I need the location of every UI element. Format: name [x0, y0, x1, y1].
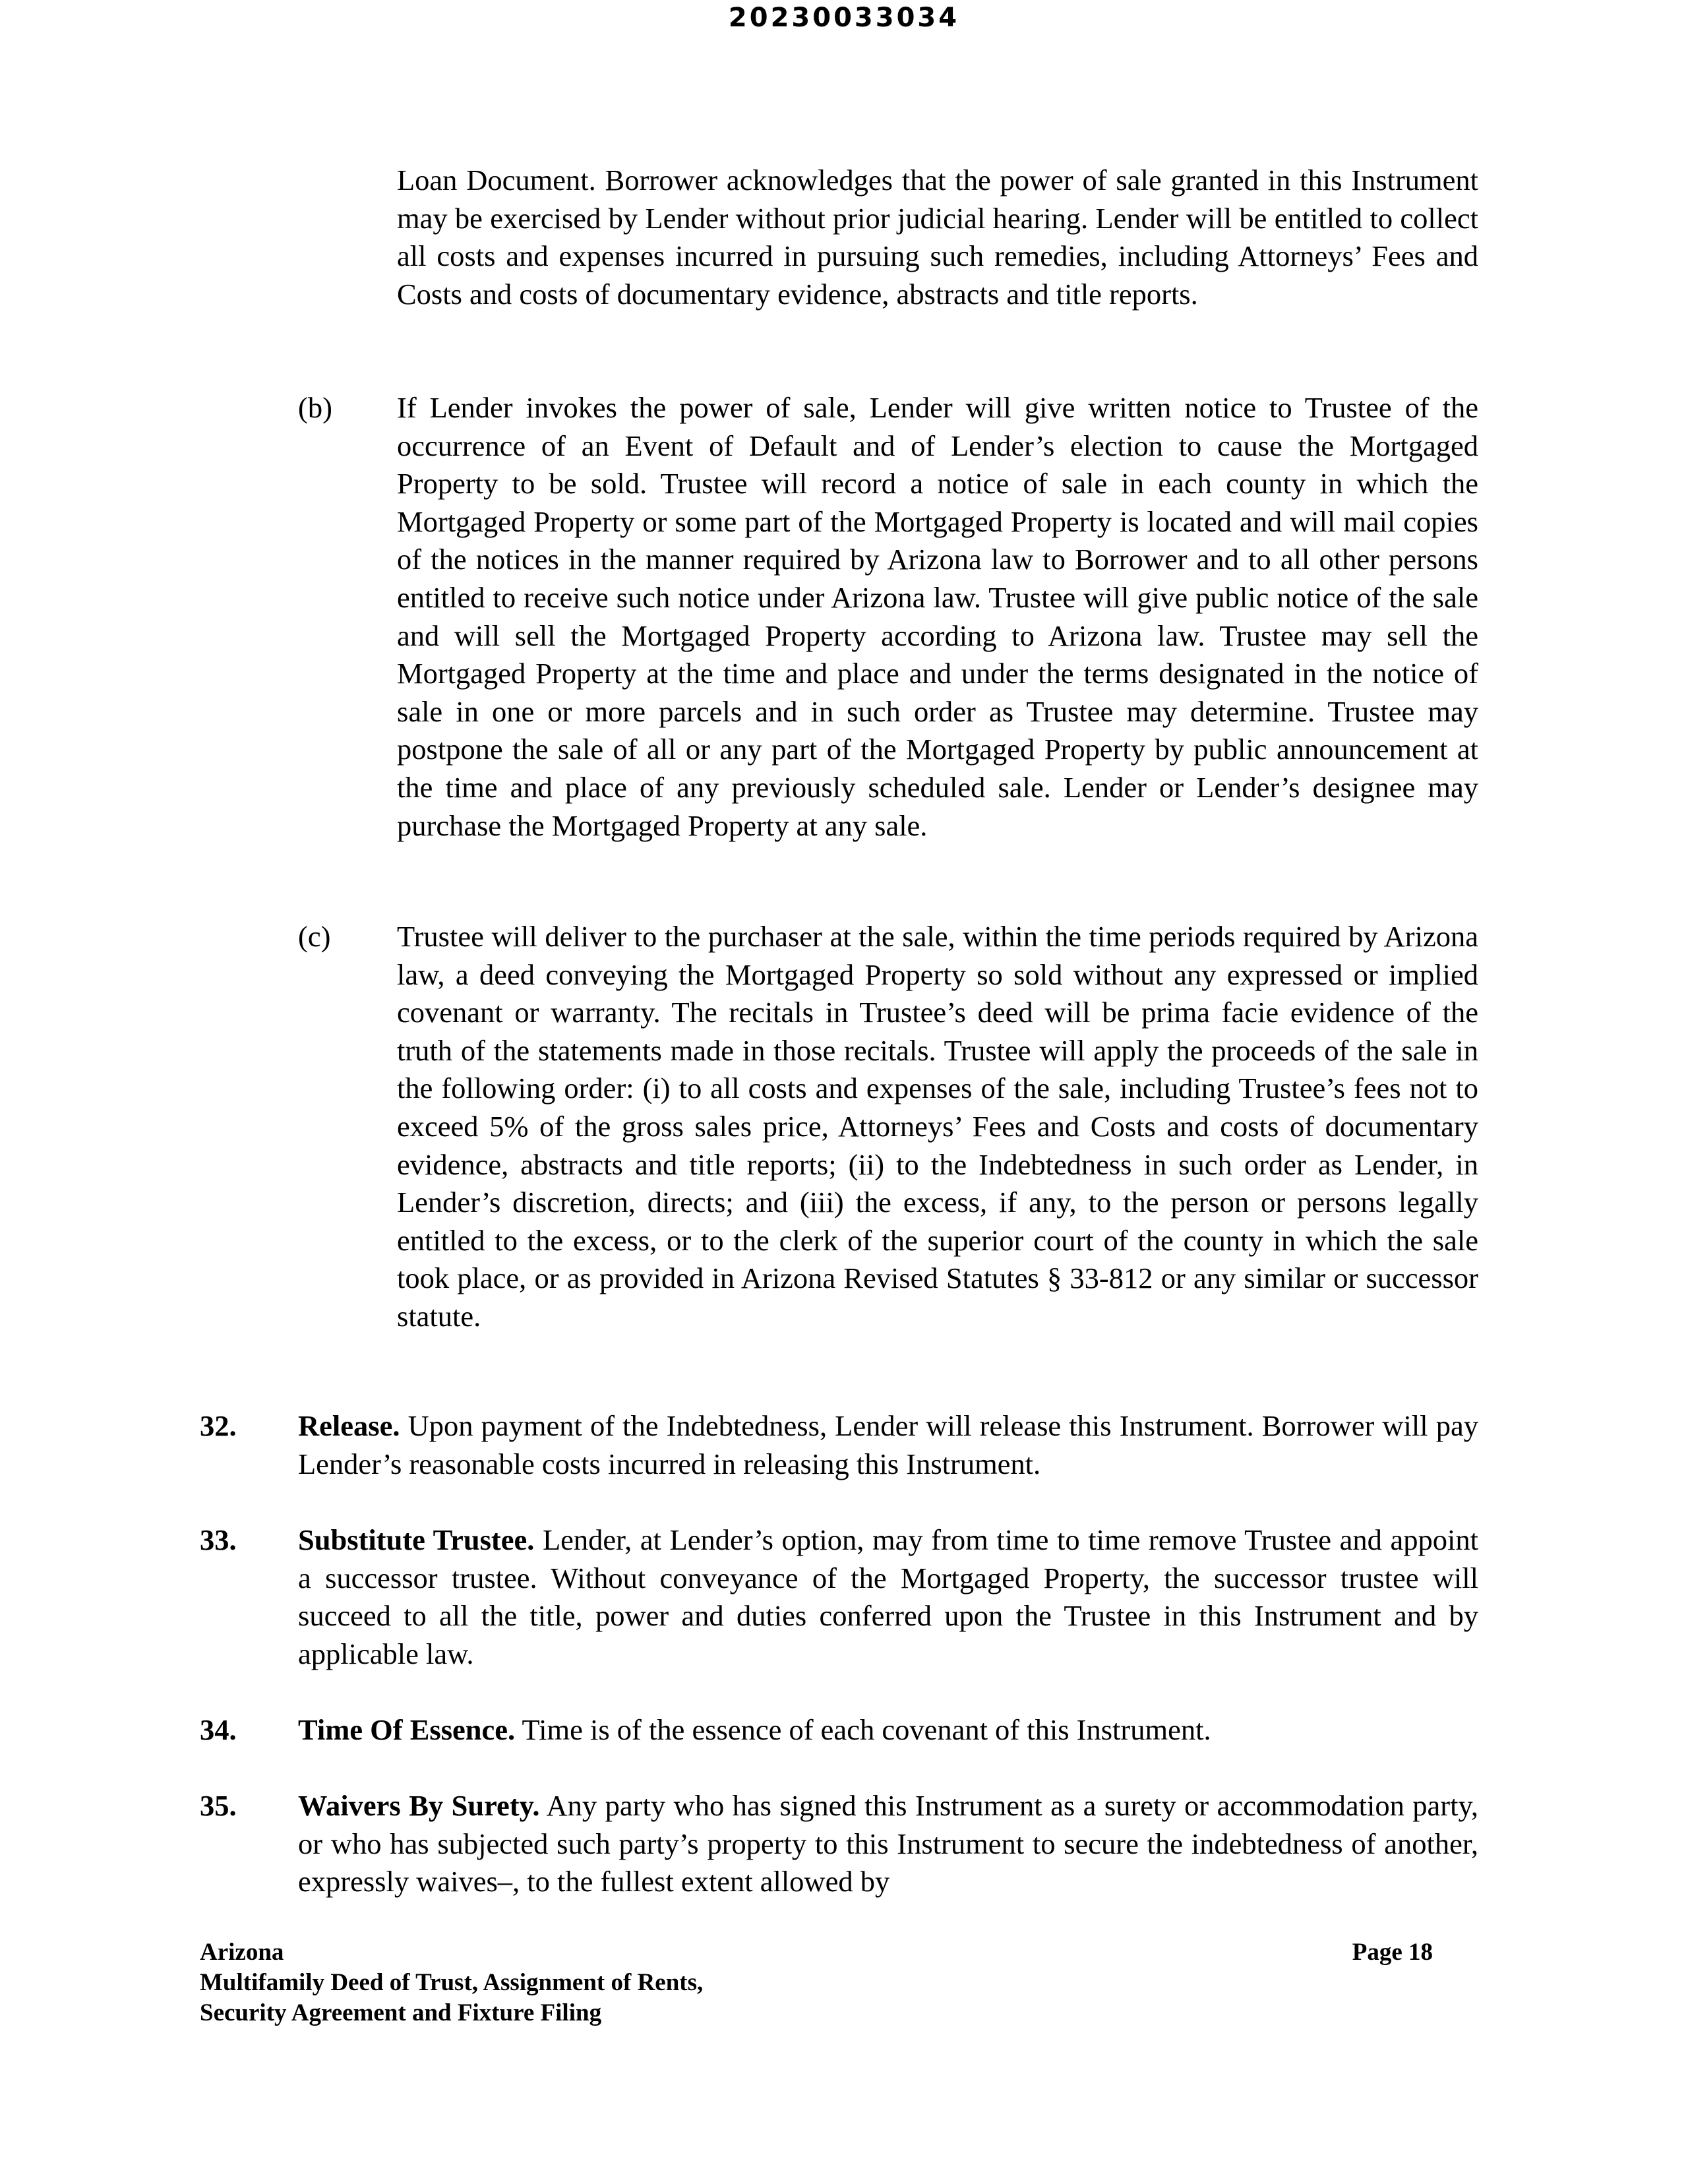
- section-32-text: Upon payment of the Indebtedness, Lender will release this Instrument. Borrower will pay Lender’s reasonable costs incurred in releasing this Instrument.: [298, 1409, 1479, 1480]
- section-35-title: Waivers By Surety.: [298, 1789, 540, 1822]
- section-33-text: Lender, at Lender’s option, may from time to time remove Trustee and appoint a successor trustee. Without conveyance of the Mortgaged Property, the successor trustee will succeed to all the title, power and duties conferred upon the Trustee in this Instrument and by applicable law.: [298, 1523, 1478, 1670]
- subsection-b-text: If Lender invokes the power of sale, Lender will give written notice to Trustee of the occurrence of an Event of Default and of Lender’s election to cause the Mortgaged Property to be sold. Trustee will record a notice of sale in each county in which the Mortgaged Property or some part of the Mortgaged Property is located and will mail copies of the notices in the manner required by Arizona law to Borrower and to all other persons entitled to receive such notice under Arizona law. Trustee will give public notice of the sale and will sell the Mortgaged Property according to Arizona law. Trustee may sell the Mortgaged Property at the time and place and under the terms designated in the notice of sale in one or more parcels and in such order as Trustee may determine. Trustee may postpone the sale of all or any part of the Mortgaged Property by public announcement at the time and place of any previously scheduled sale. Lender or Lender’s designee may purchase the Mortgaged Property at any sale.: [397, 391, 1478, 842]
- section-34: [298, 1711, 1478, 1749]
- section-34-text: Time is of the essence of each covenant of this Instrument.: [522, 1713, 1211, 1746]
- subsection-b-marker: (b): [298, 391, 332, 424]
- subsection-c-text: Trustee will deliver to the purchaser at the sale, within the time periods required by Arizona law, a deed conveying the Mortgaged Property so sold without any expressed or implied covenant or warranty. The recitals in Trustee’s deed will be prima facie evidence of the truth of the statements made in those recitals. Trustee will apply the proceeds of the sale in the following order: (i) to all costs and expenses of the sale, including Trustee’s fees not to exceed 5% of the gross sales price, Attorneys’ Fees and Costs and costs of documentary evidence, abstracts and title reports; (ii) to the Indebtedness in such order as Lender, in Lender’s discretion, directs; and (iii) the excess, if any, to the person or persons legally entitled to the excess, or to the clerk of the superior court of the county in which the sale took place, or as provided in Arizona Revised Statutes § 33-812 or any similar or successor statute.: [397, 920, 1478, 1333]
- section-35-number: 35.: [200, 1789, 237, 1822]
- section-32-number: 32.: [200, 1409, 237, 1442]
- footer-line-3: Security Agreement and Fixture Filing: [200, 1999, 602, 2026]
- document-number: 20230033034: [728, 3, 960, 33]
- footer-document-title: [200, 1937, 703, 2028]
- subsection-c-marker: (c): [298, 920, 331, 953]
- section-34-title: Time Of Essence.: [298, 1713, 516, 1746]
- section-34-number: 34.: [200, 1713, 237, 1746]
- footer-line-2: Multifamily Deed of Trust, Assignment of Rents,: [200, 1969, 704, 1996]
- section-35: [298, 1787, 1478, 1901]
- section-33-title: Substitute Trustee.: [298, 1523, 535, 1556]
- lead-paragraph: Loan Document. Borrower acknowledges that the power of sale granted in this Instrument may be exercised by Lender without prior judicial hearing. Lender will be entitled to collect all costs and expenses incurred in pursuing such remedies, including Attorneys’ Fees and Costs and costs of documentary evidence, abstracts and title reports.: [397, 164, 1478, 311]
- page-number: Page 18: [1352, 1939, 1433, 1966]
- section-35-text: Any party who has signed this Instrument as a surety or accommodation party, or who has subjected such party’s property to this Instrument to secure the indebtedness of another, expressly waives–, to the fullest extent allowed by: [298, 1789, 1478, 1898]
- footer-state: Arizona: [200, 1939, 284, 1966]
- section-32: [298, 1407, 1478, 1483]
- section-32-title: Release.: [298, 1409, 400, 1442]
- section-33-number: 33.: [200, 1523, 237, 1556]
- section-33: [298, 1521, 1478, 1673]
